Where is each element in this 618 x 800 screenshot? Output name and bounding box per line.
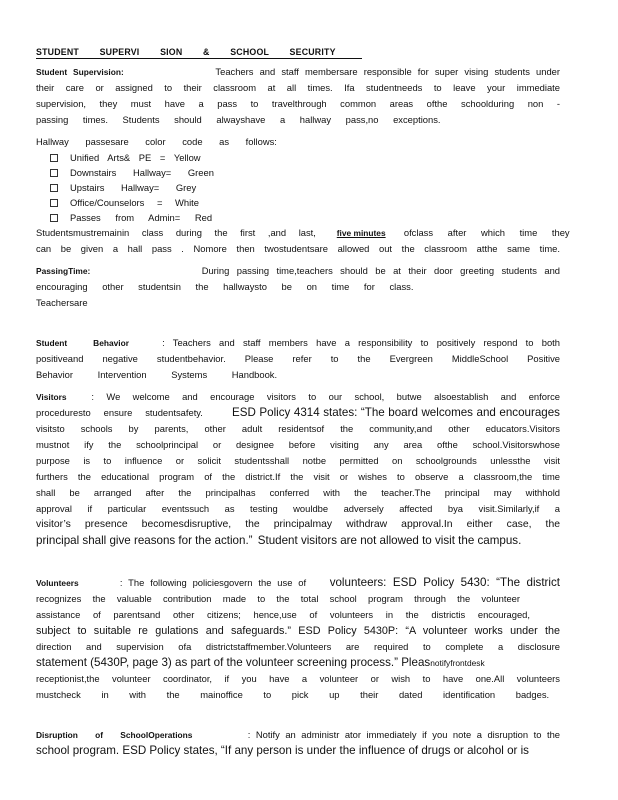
text-line: supervision, they must have a pass to travelthrough common areas ofthe schoolduring non - xyxy=(36,98,560,109)
text-line: statement (5430P, page 3) as part of the volunteer screening process.” Pleasnotifyfrontdesk xyxy=(36,656,485,669)
text-line: proceduresto ensure studentsafety. ESD Policy 4314 states: “The board welcomes and encourages xyxy=(36,406,560,419)
text-line: visitsto schools by parents, other adult residentsof the community,and other educators.Visitors xyxy=(36,423,560,434)
section-hallway-passes xyxy=(36,134,570,257)
text-line: can be given a hall pass . Nomore then twostudentsare allowed out the classroom atthe same time. xyxy=(36,243,560,254)
text-line: shall be arranged after the principalhas conferred with the teacher.The principal may withhold xyxy=(36,487,560,498)
section-lead: Student Behavior xyxy=(36,338,129,348)
text-line: Studentsmustremainin class during the first ,and last, five minutes ofclass after which time they xyxy=(36,227,570,238)
text-line: passing times. Students should alwayshave a hallway pass,no exceptions. xyxy=(36,114,441,125)
checkbox-bullet-icon xyxy=(50,199,58,207)
text-line: positiveand negative studentbehavior. Please refer to the Evergreen MiddleSchool Positive xyxy=(36,353,560,364)
list-item: Unified Arts& PE = Yellow xyxy=(50,150,560,165)
text-line: recognizes the valuable contribution made to the total school program through the volunteer xyxy=(36,593,520,604)
text-line: subject to suitable re gulations and safeguards.” ESD Policy 5430P: “A volunteer works under the xyxy=(36,625,560,637)
section-lead: Volunteers xyxy=(36,578,79,588)
checkbox-bullet-icon xyxy=(50,169,58,177)
page-title: STUDENT SUPERVI SION & SCHOOL SECURITY xyxy=(36,46,362,59)
document-page xyxy=(36,44,570,759)
text-line: Student Supervision: Teachers and staff membersare responsible for super vising students under xyxy=(36,66,560,77)
checkbox-bullet-icon xyxy=(50,214,58,222)
title-block xyxy=(36,44,560,64)
text-line: Disruption of SchoolOperations : Notify an administr ator immediately if you note a disruption to the xyxy=(36,729,561,740)
section-lead: Visitors xyxy=(36,392,67,402)
text-line: Volunteers : The following policiesgovern the use of volunteers: ESD Policy 5430: “The district xyxy=(36,576,561,589)
text-line: Student Behavior : Teachers and staff members have a responsibility to positively respond to both xyxy=(36,337,561,348)
section-lead: Student Supervision: xyxy=(36,67,124,77)
section-lead: Disruption of SchoolOperations xyxy=(36,730,193,740)
text-line: mustcheck in with the mainoffice to pick up their dated identification badges. xyxy=(36,689,550,700)
text-line: Hallway passesare color code as follows: xyxy=(36,136,277,147)
section-student-behavior xyxy=(36,335,560,383)
section-visitors xyxy=(36,389,560,549)
text-line: visitor’s presence becomesdisruptive, the principalmay withdraw approval.In either case, the xyxy=(36,519,560,530)
list-item: Downstairs Hallway= Green xyxy=(50,165,560,180)
list-item: Upstairs Hallway= Grey xyxy=(50,180,560,195)
text-line: mustnot ify the schoolprincipal or designee before visiting any area ofthe school.Visitorswhose xyxy=(36,439,560,450)
checkbox-bullet-icon xyxy=(50,154,58,162)
text-line: PassingTime: During passing time,teachers should be at their door greeting students and xyxy=(36,265,560,276)
section-supervision xyxy=(36,64,560,128)
text-line: Teachersare xyxy=(36,297,88,308)
list-item: Passes from Admin= Red xyxy=(50,210,560,225)
checkbox-bullet-icon xyxy=(50,184,58,192)
emphasis-five-minutes: five minutes xyxy=(336,228,386,238)
text-line: direction and supervision ofa districtstaffmember.Volunteers are required to complete a disclosure xyxy=(36,641,560,652)
section-disruption xyxy=(36,727,560,759)
text-line: encouraging other studentsin the hallwaysto be on time for class. xyxy=(36,281,414,292)
text-line: purpose is to influence or solicit studentsshall notbe permitted on schoolgrounds unlessthe visit xyxy=(36,455,560,466)
section-volunteers xyxy=(36,575,560,703)
text-line: their care or assigned to their classroom at all times. Ifa studentneeds to leave your immediate xyxy=(36,82,560,93)
text-line: receptionist,the volunteer coordinator, if you have a volunteer or wish to have one.All volunteers xyxy=(36,673,560,684)
text-line: Behavior Intervention Systems Handbook. xyxy=(36,369,278,380)
text-line: principal shall give reasons for the action.” Student visitors are not allowed to visit the campus. xyxy=(36,534,522,547)
text-line: assistance of parentsand other citizens; hence,use of volunteers in the districtis encouraged, xyxy=(36,609,530,620)
text-line: approval if particular eventssuch as testing wouldbe adversely affected bya visit.Similarly,if a xyxy=(36,503,560,514)
text-line: Visitors : We welcome and encourage visitors to our school, butwe alsoestablish and enforce xyxy=(36,391,560,402)
section-passing-time xyxy=(36,263,560,311)
text-line: furthers the educational program of the district.If the visit or wishes to observe a classroom,the time xyxy=(36,471,560,482)
section-lead: PassingTime: xyxy=(36,266,91,276)
pass-color-list xyxy=(36,150,560,225)
list-item: Office/Counselors = White xyxy=(50,195,560,210)
text-line: school program. ESD Policy states, “If any person is under the influence of drugs or alcohol or is xyxy=(36,744,529,757)
